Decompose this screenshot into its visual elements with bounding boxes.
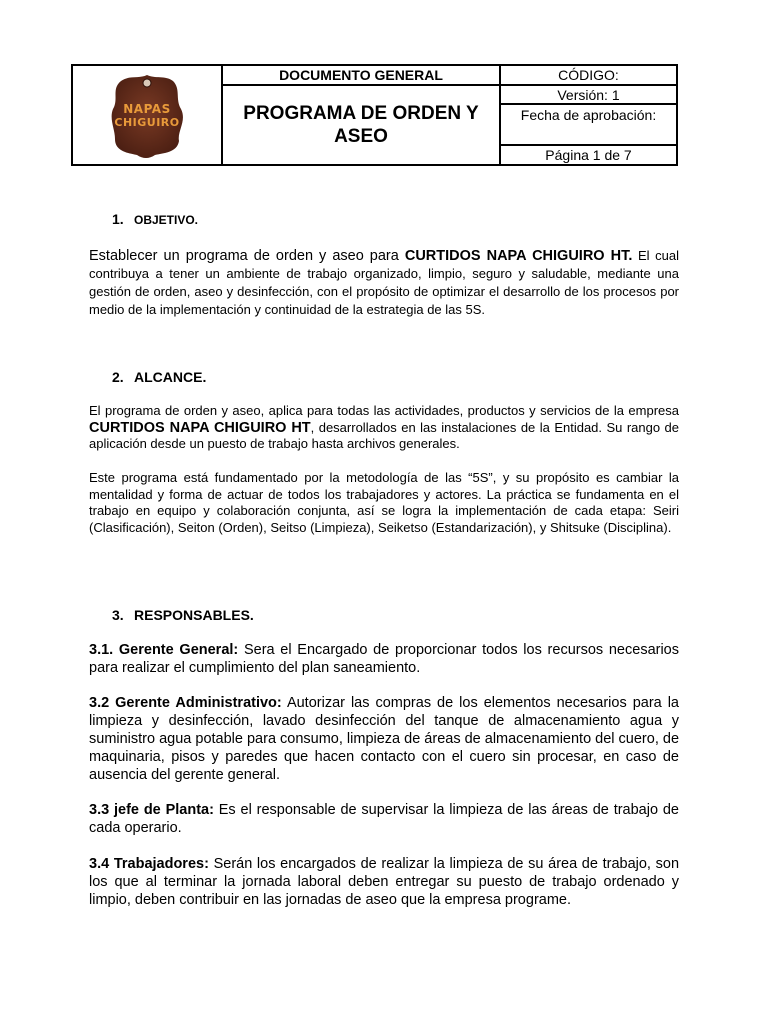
document-title: PROGRAMA DE ORDEN Y ASEO: [222, 85, 500, 165]
approval-date-label: Fecha de aprobación:: [500, 104, 677, 145]
page-number: Página 1 de 7: [500, 145, 677, 165]
text-run: , desarrollados en las instalaciones de la Entidad. Su rango de aplicación desde un puesto de trabajo hasta archivos generales.: [89, 419, 680, 451]
responsable-text: Serán los encargados de realizar la limpieza de su área de trabajo, son los que al terminar la jornada laboral deben entregar su puesto de trabajo ordenado y limpio, deben contribuir en las jornadas de aseo que la empresa programe.: [89, 856, 680, 908]
text-run: Establecer un programa de orden y aseo para: [89, 248, 405, 264]
company-name: CURTIDOS NAPA CHIGUIRO HT: [89, 419, 311, 436]
responsable-label: 3.1. Gerente General:: [89, 642, 239, 658]
responsable-text: Es el responsable de supervisar la limpieza de las áreas de trabajo de cada operario.: [89, 802, 679, 836]
version-label: Versión: 1: [500, 85, 677, 104]
section-number: 3.: [112, 607, 124, 623]
text-run: El cual contribuya a tener un ambiente de trabajo organizado, limpio, seguro y saludable, mediante una gestión de orden, aseo y desinfección, con el propósito de optimizar el desarrollo de los procesos por medio de la implementación y continuidad de la estrategia de las 5S.: [89, 248, 680, 317]
document-type: DOCUMENTO GENERAL: [222, 65, 500, 85]
responsable-item: [89, 694, 679, 784]
responsable-item: [89, 855, 679, 909]
section-number: 2.: [112, 369, 124, 385]
section-number: 1.: [112, 211, 124, 227]
logo-text-line1: NAPAS: [123, 102, 171, 116]
document-header: [71, 64, 678, 166]
section-heading-alcance: [112, 369, 206, 385]
alcance-paragraph-1: [89, 403, 679, 453]
responsable-label: 3.2 Gerente Administrativo:: [89, 695, 282, 711]
logo-cell: [72, 65, 222, 165]
responsable-text: Sera el Encargado de proporcionar todos los recursos necesarios para realizar el cumplimiento del plan saneamiento.: [89, 642, 679, 676]
company-name: CURTIDOS NAPA CHIGUIRO HT.: [404, 248, 633, 264]
section-title: RESPONSABLES.: [134, 607, 254, 623]
section-title: ALCANCE.: [134, 369, 207, 385]
code-label: CÓDIGO:: [500, 65, 677, 85]
responsable-label: 3.3 jefe de Planta:: [89, 802, 214, 818]
section-heading-responsables: [112, 607, 254, 623]
napas-chiguiro-logo: [107, 69, 187, 161]
responsable-item: [89, 641, 679, 677]
responsable-label: 3.4 Trabajadores:: [89, 856, 209, 872]
section-heading-objetivo: [112, 211, 198, 227]
responsable-item: [89, 801, 679, 837]
text-run: El programa de orden y aseo, aplica para todas las actividades, productos y servicios de la empresa: [89, 403, 679, 418]
objetivo-paragraph: [89, 247, 679, 319]
logo-text-line2: CHIGUIRO: [114, 116, 180, 129]
alcance-paragraph-2: Este programa está fundamentado por la metodología de las “5S”, y su propósito es cambiar la mentalidad y forma de actuar de todos los trabajadores y actores. La práctica se fundamenta en el trabajo en equipo y colaboración conjunta, así se logra la implementación de cada etapa: Seiri (Clasificación), Seiton (Orden), Seitso (Limpieza), Seiketso (Estandarización), y Shitsuke (Disciplina).: [89, 470, 679, 535]
responsable-text: Autorizar las compras de los elementos necesarios para la limpieza y desinfección, lavado desinfección del tanque de almacenamiento agua y suministro agua potable para consumo, limpieza de áreas de almacenamiento del cuero, de maquinaria, pisos y paredes que hacen contacto con el cuero sin procesar, en caso de ausencia del gerente general.: [89, 695, 680, 783]
section-title: OBJETIVO.: [134, 213, 199, 227]
